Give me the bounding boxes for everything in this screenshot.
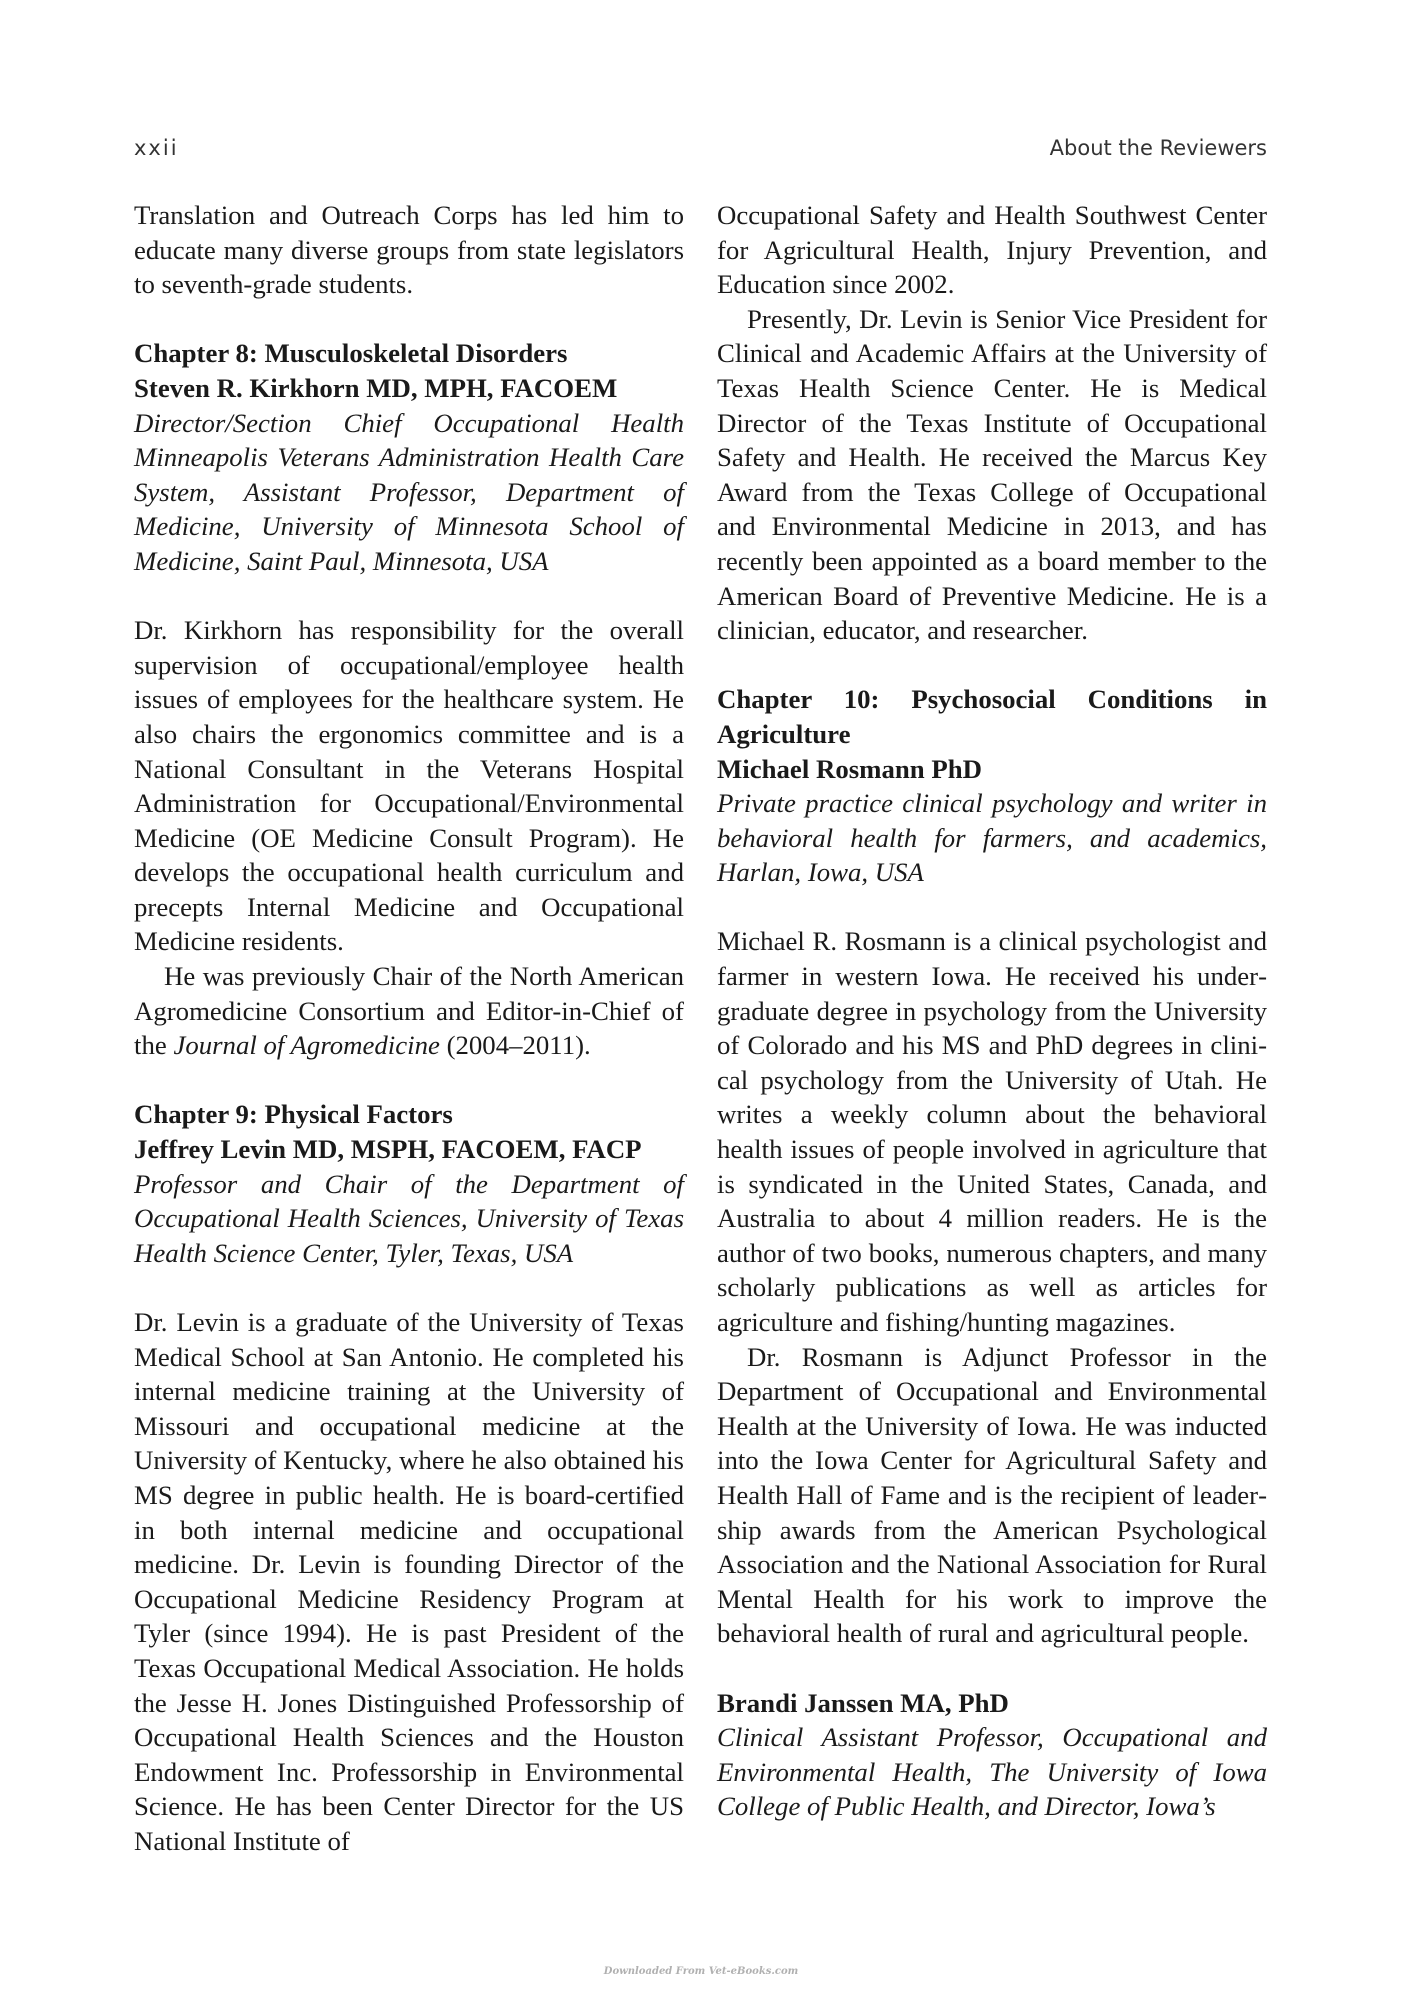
journal-title: Journal of Agromedicine (173, 1030, 440, 1061)
chapter-8-affiliation: Director/Section Chief Occupational Health Minneapolis Veterans Administration Health Care System, Assistant Professor, Department of Medicine, University of Minnesota School of Medicine, Saint Paul, Minnesota, USA (134, 407, 684, 576)
spacer (717, 1651, 1267, 1686)
intro-paragraph: Translation and Outreach Corps has led him to educate many diverse groups from state legislators to seventh-grade students. (134, 200, 684, 300)
chapter-10-bio-paragraph-2: Dr. Rosmann is Adjunct Professor in the Department of Occupational and Environmental Health at the University of Iowa. He was inducted into the Iowa Center for Agricultural Safety and Health Hall of Fame and is the recipient of leadership awards from the American Psychological Association and the National Association for Rural Mental Health for his work to improve the behavioral health of rural and agricultural people. (717, 1341, 1267, 1649)
chapter-9-bio-continued: Occupational Safety and Health Southwest Center for Agricultural Health, Injury Prevention, and Education since 2002. (717, 200, 1267, 300)
chapter-8-heading: Chapter 8: Musculoskeletal Disorders (134, 338, 568, 369)
spacer (134, 302, 684, 337)
chapter-8-bio-paragraph-2 (134, 959, 684, 1063)
spacer (134, 1270, 684, 1305)
chapter-10-reviewer-name: Michael Rosmann PhD (717, 753, 982, 784)
chapter-8-reviewer-name: Steven R. Kirkhorn MD, MPH, FACOEM (134, 372, 618, 403)
spacer (134, 1063, 684, 1098)
chapter-10-bio-paragraph-1: Michael R. Rosmann is a clinical psychologist and farmer in western Iowa. He received his undergraduate degree in psychology from the University of Colorado and his MS and PhD degrees in clinical psychology from the University of Utah. He writes a weekly column about the behavioral health issues of people involved in agriculture that is syndicated in the United States, Canada, and Australia to about 4 million readers. He is the author of two books, numerous chapters, and many scholarly publications as well as articles for agriculture and fishing/hunting magazines. (717, 926, 1267, 1337)
chapter-9-reviewer-name: Jeffrey Levin MD, MSPH, FACOEM, FACP (134, 1134, 642, 1165)
chapter-10-heading: Chapter 10: Psychosocial Conditions in Agriculture (717, 684, 1267, 749)
janssen-reviewer-name: Brandi Janssen MA, PhD (717, 1687, 1009, 1718)
right-column (717, 198, 1267, 1824)
page-number: xxii (134, 136, 179, 160)
janssen-affiliation: Clinical Assistant Professor, Occupational and Environmental Health, The University of Iowa College of Public Health, and Director, Iowa’s (717, 1722, 1267, 1822)
download-watermark: Downloaded From Vet-eBooks.com (603, 1966, 799, 1977)
chapter-8-bio-paragraph-1: Dr. Kirkhorn has responsibility for the overall supervision of occupational/employee health issues of employees for the healthcare system. He also chairs the ergonomics committee and is a National Consultant in the Veterans Hospital Administration for Occupational/Environmental Medicine (OE Medicine Consult Program). He develops the occupational health curriculum and precepts Internal Medicine and Occupational Medicine residents. (134, 615, 684, 957)
spacer (717, 890, 1267, 925)
chapter-9-heading: Chapter 9: Physical Factors (134, 1099, 453, 1130)
running-head (134, 136, 1267, 166)
bio-text: (2004–2011). (439, 1030, 591, 1061)
chapter-9-bio-paragraph-1: Dr. Levin is a graduate of the University of Texas Medical School at San Antonio. He completed his internal medicine training at the University of Missouri and occupational medicine at the University of Kentucky, where he also obtained his MS degree in public health. He is board-certified in both internal medicine and occupational medicine. Dr. Levin is founding Director of the Occupational Medicine Residency Program at Tyler (since 1994). He is past President of the Texas Occupational Medical Association. He holds the Jesse H. Jones Distinguished Professorship of Occupational Health Sciences and the Houston Endowment Inc. Professorship in Environmental Science. He has been Center Director for the US National Institute of (134, 1307, 684, 1856)
spacer (134, 579, 684, 614)
chapter-9-affiliation: Professor and Chair of the Department of Occupational Health Sciences, University of Texas Health Science Center, Tyler, Texas, USA (134, 1168, 684, 1268)
chapter-9-bio-paragraph-2: Presently, Dr. Levin is Senior Vice President for Clinical and Academic Affairs at the University of Texas Health Science Center. He is Medical Director of the Texas Institute of Occupational Safety and Health. He received the Marcus Key Award from the Texas College of Occupational and Environmental Medicine in 2013, and has recently been appointed as a board member to the American Board of Preventive Medicine. He is a clinician, educator, and researcher. (717, 303, 1267, 646)
running-title: About the Reviewers (1049, 136, 1267, 160)
spacer (717, 648, 1267, 683)
chapter-10-affiliation: Private practice clinical psychology and writer in behavioral health for farmers, and academics, Harlan, Iowa, USA (717, 788, 1267, 888)
left-column (134, 198, 684, 1859)
bio-text: He was previously Chair of the North American Agromedicine Consortium and Editor-in-Chief of the (134, 961, 684, 1061)
